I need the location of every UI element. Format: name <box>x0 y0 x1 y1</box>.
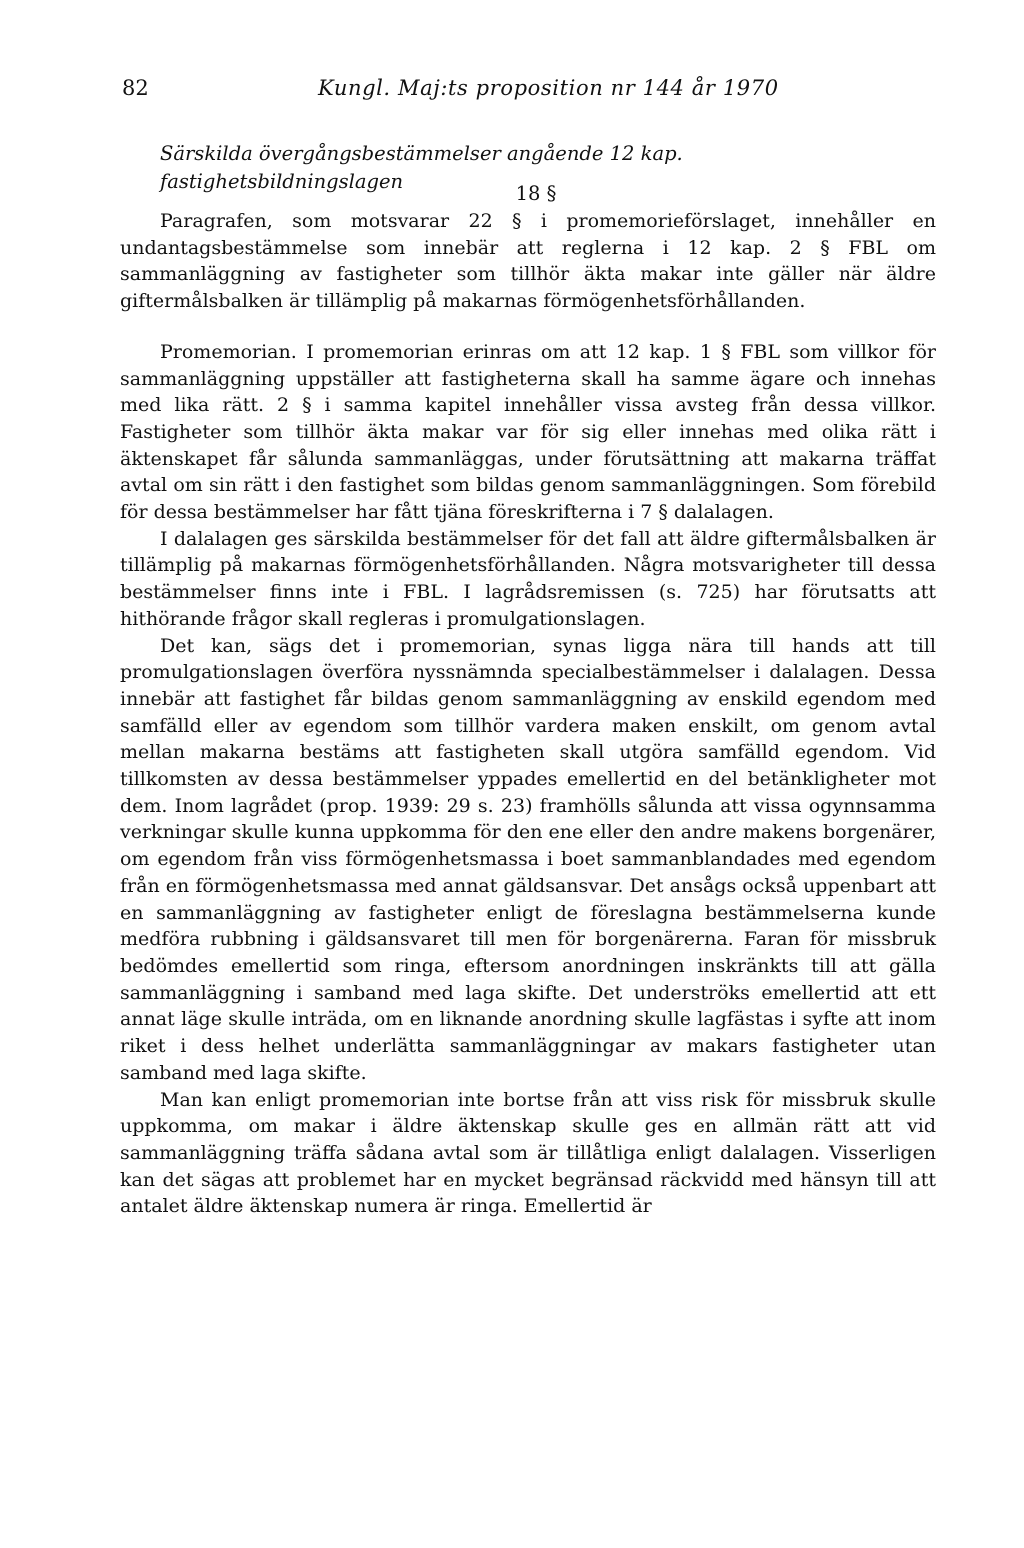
paragraph-text: I promemorian erinras om att 12 kap. 1 § FBL som villkor för sammanläggning uppställer att fastigheterna skall ha samme ägare och innehas med lika rätt. 2 § i samma kapitel innehåller vissa avsteg från dessa villkor. Fastigheter som tillhör äkta makar var för sig eller innehas med olika rätt i äktenskapet får sålunda sammanläggas, under förutsättning att makarna träffat avtal om sin rätt i den fastighet som bildas genom sammanläggningen. Som förebild för dessa bestämmelser har fått tjäna föreskrifterna i 7 § dalalagen. <box>120 340 936 524</box>
paragraph-number: 18 § <box>515 182 557 205</box>
body-text <box>120 208 936 1220</box>
paragraph-missbruk: Man kan enligt promemorian inte bortse från att viss risk för missbruk skulle uppkomma, om makar i äldre äktenskap skulle ges en allmän rätt att vid sammanläggning träffa sådana avtal som är tillåtliga enligt dalalagen. Visserligen kan det sägas att problemet har en mycket begränsad räckvidd med hänsyn till att antalet äldre äktenskap numera är ringa. Emellertid är <box>120 1088 936 1218</box>
paragraph-dalalagen: I dalalagen ges särskilda bestämmelser för det fall att äldre giftermålsbalken är tillämplig på makarnas förmögenhetsförhållanden. Några motsvarigheter till dessa bestämmelser finns inte i FBL. I lagrådsremissen (s. 725) har förutsatts att hithörande frågor skall regleras i promulgationslagen. <box>120 527 936 630</box>
page-number: 82 <box>122 76 149 100</box>
page-header <box>122 66 922 112</box>
paragraph-commentary: Paragrafen, som motsvarar 22 § i promemorieförslaget, innehåller en undantagsbestämmelse som innebär att reglerna i 12 kap. 2 § FBL om sammanläggning av fastigheter som tillhör äkta makar inte gäller när äldre giftermålsbalken är tillämplig på makarnas förmögenhetsförhållanden. <box>120 210 936 313</box>
publication-title: Kungl. Maj:ts proposition nr 144 år 1970 <box>318 76 779 100</box>
paragraph-promemorian <box>120 339 936 526</box>
run-in-label: Promemorian. <box>160 340 297 363</box>
section-heading: Särskilda övergångsbestämmelser angående 12 kap. fastighetsbildningslagen <box>160 142 683 193</box>
paragraph-promulgationslagen: Det kan, sägs det i promemorian, synas ligga nära till hands att till promulgationslagen överföra nyssnämnda specialbestämmelser i dalalagen. Dessa innebär att fastighet får bildas genom sammanläggning av enskild egendom med samfälld eller av egendom som tillhör vardera maken enskilt, om genom avtal mellan makarna bestäms att fastigheten skall utgöra samfälld egendom. Vid tillkomsten av dessa bestämmelser yppades emellertid en del betänkligheter mot dem. Inom lagrådet (prop. 1939: 29 s. 23) framhölls sålunda att vissa ogynnsamma verkningar skulle kunna uppkomma för den ene eller den andre makens borgenärer, om egendom från viss förmögenhetsmassa i boet sammanblandades med egendom från en förmögenhetsmassa med annat gäldsansvar. Det ansågs också uppenbart att en sammanläggning av fastigheter enligt de föreslagna bestämmelserna kunde medföra rubbning i gäldsansvaret till men för borgenärerna. Faran för missbruk bedömdes emellertid som ringa, eftersom anordningen inskränkts till att gälla sammanläggning i samband med laga skifte. Det underströks emellertid att ett annat läge skulle inträda, om en liknande anordning skulle lagfästas i syfte att inom riket i dess helhet underlätta sammanläggningar av makars fastigheter utan samband med laga skifte. <box>120 634 936 1084</box>
